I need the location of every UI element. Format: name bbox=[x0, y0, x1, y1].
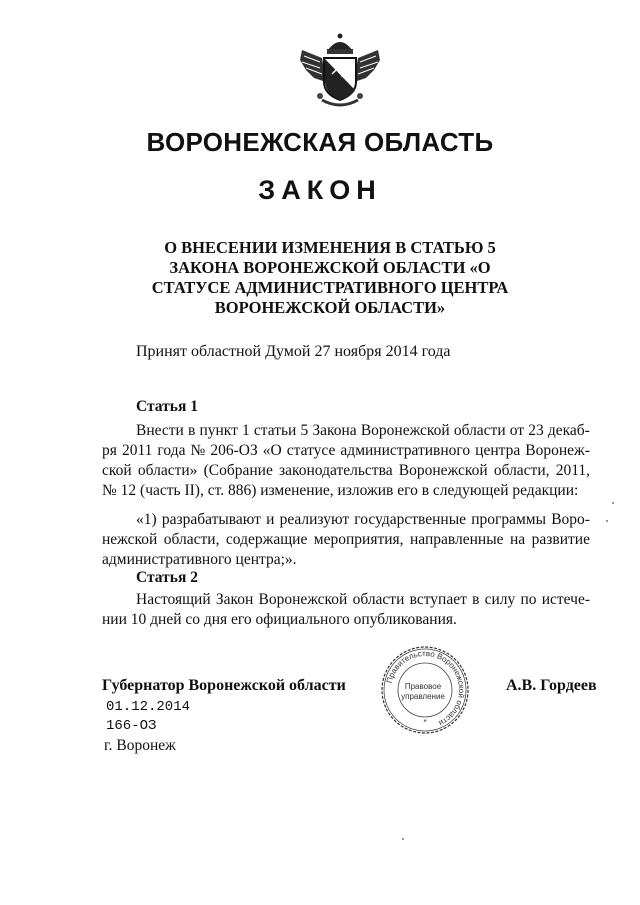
scan-speck bbox=[606, 520, 608, 522]
law-title bbox=[120, 238, 540, 318]
word: Закон bbox=[215, 591, 254, 608]
word: административного bbox=[340, 442, 471, 459]
word: нежской bbox=[102, 531, 158, 548]
word: вступает bbox=[409, 591, 467, 608]
article-2-paragraph bbox=[102, 590, 590, 630]
signing-place: г. Воронеж bbox=[104, 737, 176, 754]
word: ря bbox=[102, 442, 117, 459]
region-heading: ВОРОНЕЖСКАЯ ОБЛАСТЬ bbox=[146, 127, 494, 157]
text-line bbox=[102, 590, 590, 610]
word: области, bbox=[493, 462, 550, 479]
word: (Собрание bbox=[203, 462, 273, 479]
word: «1) bbox=[136, 511, 157, 528]
signatory-position: Губернатор Воронежской области bbox=[102, 677, 346, 694]
word: центра bbox=[475, 442, 521, 459]
word: года bbox=[157, 442, 186, 459]
coat-of-arms-icon bbox=[292, 30, 388, 112]
word: в bbox=[187, 422, 196, 439]
word: ской bbox=[102, 462, 132, 479]
word: развитие bbox=[531, 531, 590, 548]
law-title-line: СТАТУСЕ АДМИНИСТРАТИВНОГО ЦЕНТРА bbox=[151, 278, 509, 297]
text-line bbox=[102, 441, 590, 461]
word: Воронежской bbox=[398, 462, 488, 479]
text-line bbox=[102, 530, 590, 550]
word: 206-ОЗ bbox=[210, 442, 258, 459]
word: декаб- bbox=[547, 422, 590, 439]
word: программы bbox=[471, 511, 547, 528]
word: области bbox=[453, 422, 506, 439]
law-title-line: О ВНЕСЕНИИ ИЗМЕНЕНИЯ В СТАТЬЮ 5 bbox=[164, 238, 496, 257]
word: в bbox=[472, 591, 480, 608]
scan-speck bbox=[402, 838, 404, 840]
article-2-heading: Статья 2 bbox=[136, 569, 198, 586]
text-line: нии 10 дней со дня его официального опубликования. bbox=[102, 611, 457, 628]
word: «О bbox=[262, 442, 282, 459]
word: направленные bbox=[410, 531, 504, 548]
text-line: № 12 (часть II), ст. 886) изменение, изложив его в следующей редакции: bbox=[102, 482, 579, 499]
stamp-center-text bbox=[399, 682, 447, 702]
text-line bbox=[102, 461, 590, 481]
word: Настоящий bbox=[136, 591, 211, 608]
word: по bbox=[520, 591, 537, 608]
word: 2011, bbox=[555, 462, 590, 479]
word: и bbox=[266, 511, 275, 528]
stamp-ring-text: Правительство Воронежской области bbox=[384, 648, 467, 728]
svg-text:*: * bbox=[423, 718, 427, 727]
word: статьи bbox=[253, 422, 297, 439]
word: области, bbox=[163, 531, 220, 548]
word: Внести bbox=[136, 422, 184, 439]
word: мероприятия, bbox=[313, 531, 404, 548]
word: № bbox=[190, 442, 206, 459]
article-1-heading: Статья 1 bbox=[136, 398, 198, 415]
word: силу bbox=[484, 591, 516, 608]
word: 23 bbox=[528, 422, 544, 439]
word: Воро- bbox=[551, 511, 590, 528]
text-line: административного центра;». bbox=[102, 551, 297, 568]
signing-date: 01.12.2014 bbox=[106, 699, 191, 715]
law-title-line: ВОРОНЕЖСКОЙ ОБЛАСТИ» bbox=[214, 298, 446, 317]
word: государственные bbox=[354, 511, 467, 528]
word: 5 bbox=[300, 422, 309, 439]
scan-speck bbox=[612, 502, 614, 504]
word: Воронежской bbox=[258, 591, 348, 608]
word: законодательства bbox=[279, 462, 393, 479]
word: содержащие bbox=[225, 531, 308, 548]
signatory-name: А.В. Гордеев bbox=[506, 677, 597, 694]
word: истече- bbox=[541, 591, 590, 608]
word: Закона bbox=[312, 422, 357, 439]
document-type: ЗАКОН bbox=[258, 175, 382, 205]
article-1-paragraph-1 bbox=[102, 421, 590, 501]
word: на bbox=[509, 531, 526, 548]
law-title-line: ЗАКОНА ВОРОНЕЖСКОЙ ОБЛАСТИ «О bbox=[169, 258, 491, 277]
law-number: 166-ОЗ bbox=[106, 718, 157, 734]
article-1-paragraph-2 bbox=[102, 510, 590, 570]
text-line bbox=[102, 421, 590, 441]
word: области bbox=[352, 591, 405, 608]
word: разрабатывают bbox=[161, 511, 261, 528]
text-line bbox=[102, 510, 590, 530]
word: статусе bbox=[286, 442, 336, 459]
word: 2011 bbox=[121, 442, 153, 459]
word: от bbox=[509, 422, 525, 439]
stamp-center-line: Правовое bbox=[404, 682, 442, 691]
stamp-center-line: управление bbox=[401, 692, 445, 701]
word: 1 bbox=[242, 422, 250, 439]
word: реализуют bbox=[279, 511, 350, 528]
word: пункт bbox=[199, 422, 238, 439]
word: Воронеж- bbox=[525, 442, 590, 459]
adoption-note: Принят областной Думой 27 ноября 2014 года bbox=[136, 343, 451, 360]
word: Воронежской bbox=[360, 422, 450, 439]
word: области» bbox=[137, 462, 198, 479]
